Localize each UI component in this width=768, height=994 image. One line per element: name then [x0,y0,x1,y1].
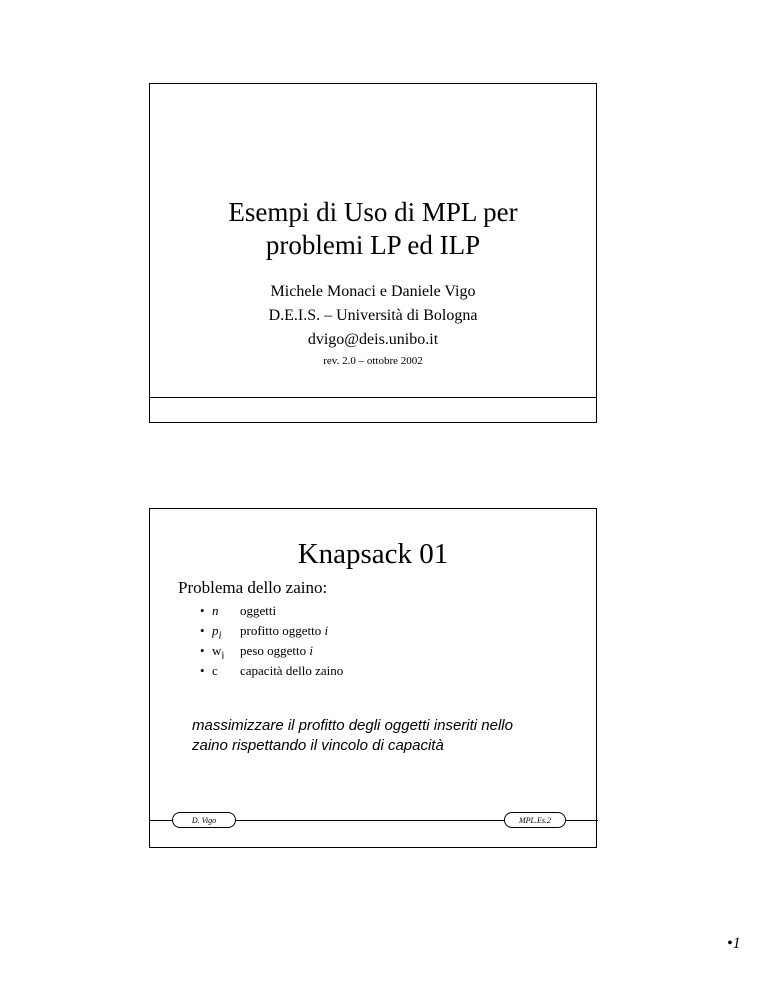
slide-subtitle: Problema dello zaino: [178,578,328,597]
list-item [200,621,343,641]
list-item [200,661,343,681]
affiliation: D.E.I.S. – Università di Bologna [268,307,478,324]
author-block [150,280,596,370]
slide-title [149,83,597,423]
bullet: • [200,623,205,638]
bullet: • [200,663,205,678]
footer-rule-left [150,820,172,821]
bullet: • [200,603,205,618]
footer-slide-id-badge: MPL.Es.2 [504,812,566,828]
symbol: $w_i$ [212,643,225,662]
footer-rule-right [566,820,598,821]
definition-list [200,601,343,681]
footer-author-badge: D. Vigo [172,812,236,828]
problem-statement [192,716,572,756]
item-description: peso oggetto i [240,643,313,658]
symbol: n [212,603,219,618]
email: dvigo@deis.unibo.it [307,331,439,348]
footer-divider [150,397,596,398]
authors: Michele Monaci e Daniele Vigo [270,283,476,300]
item-description: profitto oggetto i [240,623,329,638]
footer-rule-middle [236,820,504,821]
page-number: •1 [727,935,741,952]
symbol: $p_i$ [212,623,222,642]
bullet: • [200,643,205,658]
symbol: c [212,663,218,678]
statement-line-2: zaino rispettando il vincolo di capacità [192,737,444,754]
item-description: capacità dello zaino [240,663,344,678]
slide-heading: Knapsack 01 [297,538,449,570]
slide-title-heading [150,196,596,262]
slide-knapsack [149,508,597,848]
list-item [200,641,343,661]
statement-line-1: massimizzare il profitto degli oggetti inseriti nello [192,717,513,734]
revision: rev. 2.0 – ottobre 2002 [323,355,423,367]
list-item [200,601,343,621]
title-line-1: Esempi di Uso di MPL per [228,197,518,227]
item-description: oggetti [240,603,277,618]
title-line-2: problemi LP ed ILP [265,230,481,260]
